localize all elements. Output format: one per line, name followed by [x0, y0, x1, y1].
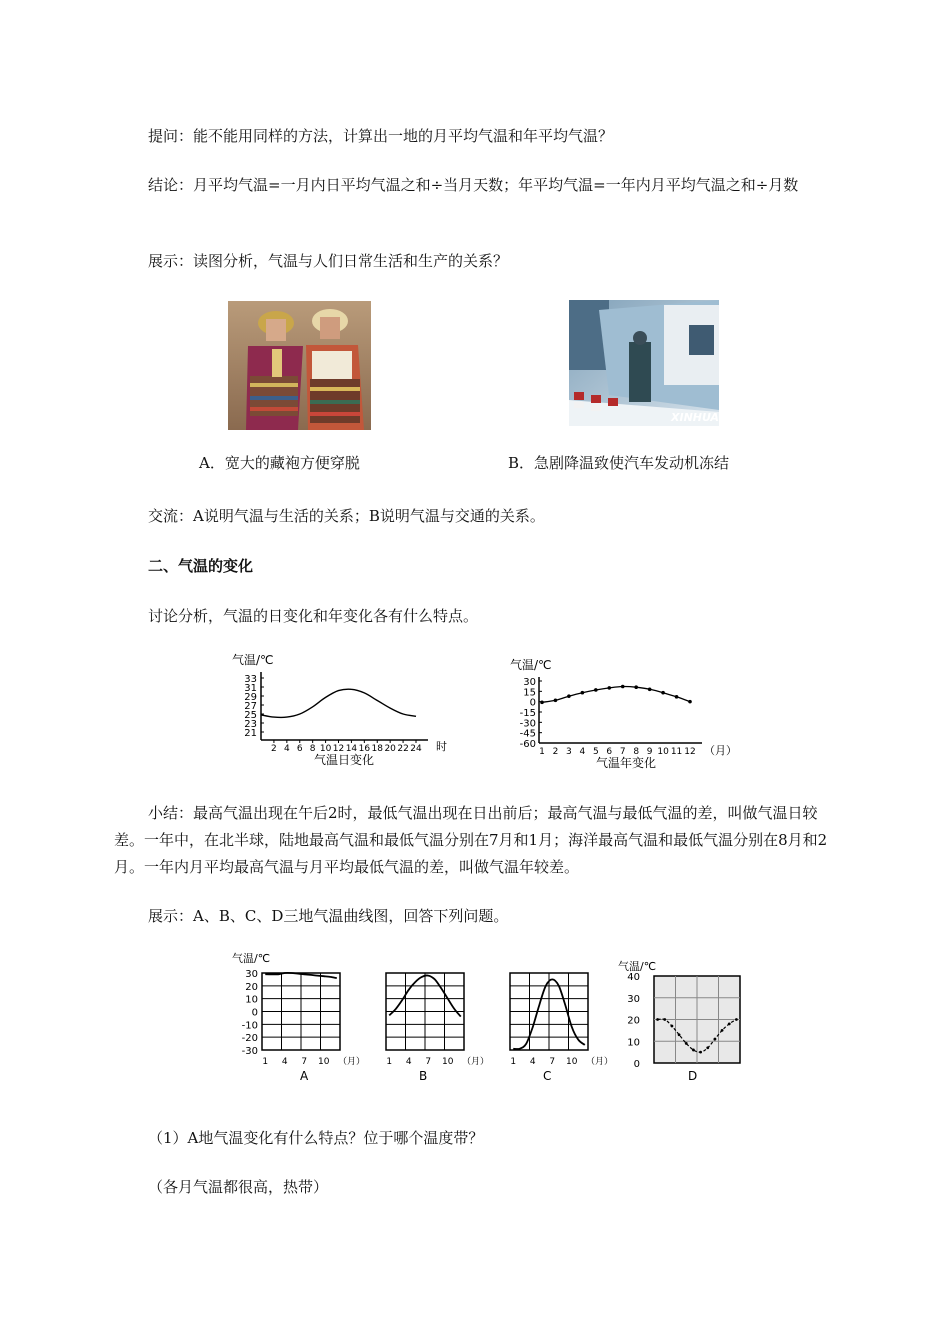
show-paragraph-2: 展示：A、B、C、D三地气温曲线图，回答下列问题。: [148, 907, 509, 925]
photo-b-caption: B．急剧降温致使汽车发动机冻结: [508, 454, 730, 472]
daily-xlabel: 时: [436, 740, 447, 753]
panel-d-data-point: [663, 1018, 666, 1021]
annual-x-tick-label: 9: [646, 747, 653, 757]
panel-d-y-tick-label: 10: [627, 1037, 640, 1049]
daily-y-tick-label: 27: [244, 701, 257, 712]
annual-x-tick-label: 10: [657, 747, 669, 757]
daily-temperature-curve: [261, 689, 416, 717]
panel-x-label: （月）: [586, 1057, 614, 1067]
panel-d-y-tick-label: 20: [627, 1015, 640, 1027]
annual-data-point: [675, 695, 679, 699]
annual-ylabel: 气温/℃: [510, 658, 552, 672]
panel-x-tick-label: 1: [510, 1057, 517, 1067]
daily-x-tick-label: 8: [309, 744, 316, 754]
annual-y-tick-label: 30: [523, 677, 536, 688]
annual-data-point: [661, 691, 665, 695]
daily-x-tick-label: 10: [319, 744, 332, 754]
section-heading: 二、气温的变化: [148, 557, 254, 575]
annual-data-point: [648, 687, 652, 691]
annual-x-tick-label: 5: [592, 747, 599, 757]
daily-x-tick-label: 12: [332, 744, 345, 754]
panel-x-label: （月）: [462, 1057, 490, 1067]
annual-data-point: [581, 691, 585, 695]
annual-data-point: [634, 685, 638, 689]
annual-y-tick-label: 0: [529, 697, 536, 709]
annual-x-tick-label: 8: [633, 747, 640, 757]
annual-temperature-chart: [506, 655, 746, 773]
panel-x-tick-label: 4: [405, 1057, 412, 1067]
panel-d-data-point: [714, 1038, 717, 1041]
panel-d-data-point: [706, 1046, 709, 1049]
panel-y-tick-label: 30: [245, 969, 258, 980]
annual-y-tick-label: -45: [519, 728, 536, 740]
panel-y-tick-label: -10: [241, 1020, 258, 1032]
chart-a-title: A: [300, 1069, 309, 1083]
annual-xlabel: （月）: [704, 744, 737, 757]
panel-d-data-point: [735, 1018, 738, 1021]
annual-x-tick-label: 11: [670, 747, 683, 757]
panel-d-data-point: [699, 1051, 702, 1054]
panel-x-tick-label: 10: [442, 1057, 454, 1067]
annual-y-tick-label: -15: [519, 708, 536, 719]
discussion-paragraph: 讨论分析，气温的日变化和年变化各有什么特点。: [148, 607, 479, 625]
annual-x-tick-label: 12: [684, 747, 696, 757]
annual-temperature-curve: [542, 686, 690, 702]
daily-x-tick-label: 2: [271, 744, 277, 754]
panel-x-tick-label: 7: [425, 1057, 432, 1067]
answer-1: （各月气温都很高，热带）: [148, 1178, 329, 1196]
summary-paragraph: 小结：最高气温出现在午后2时，最低气温出现在日出前后；最高气温与最低气温的差，叫做气温日较差。一年中，在北半球，陆地最高气温和最低气温分别在7月和1月；海洋最高气温和最低气温分别在8月和2月。一年内月平均最高气温与月平均最低气温的差，叫做气温年较差。: [114, 804, 828, 876]
panel-d-data-point: [692, 1049, 695, 1052]
annual-data-point: [567, 694, 571, 698]
daily-y-tick-label: 29: [244, 692, 257, 703]
daily-x-tick-label: 16: [358, 744, 371, 754]
panel-x-tick-label: 1: [262, 1057, 269, 1067]
conclusion-paragraph: 结论：月平均气温=一月内日平均气温之和÷当月天数；年平均气温=一年内月平均气温之和÷月数: [148, 176, 799, 194]
panel-d-y-tick-label: 40: [627, 972, 640, 983]
daily-x-tick-label: 20: [384, 744, 396, 754]
daily-x-tick-label: 6: [296, 744, 303, 754]
chart-c-title: C: [543, 1069, 552, 1083]
annual-x-tick-label: 3: [566, 747, 572, 757]
annual-x-tick-label: 6: [606, 747, 613, 757]
annual-data-point: [607, 686, 611, 690]
question-paragraph: 提问：能不能用同样的方法，计算出一地的月平均气温和年平均气温？: [148, 127, 614, 145]
daily-y-tick-label: 33: [244, 674, 257, 685]
panel-x-tick-label: 4: [281, 1057, 288, 1067]
panel-d-data-point: [671, 1025, 674, 1028]
panel-y-tick-label: -20: [241, 1033, 258, 1045]
show-paragraph-1: 展示：读图分析，气温与人们日常生活和生产的关系？: [148, 252, 509, 270]
daily-y-tick-label: 25: [244, 710, 257, 721]
panel-d-data-point: [728, 1022, 731, 1025]
photo-a-caption: A．宽大的藏袍方便穿脱: [199, 454, 360, 472]
question-1: （1）A地气温变化有什么特点？位于哪个温度带？: [148, 1129, 484, 1147]
panel-x-tick-label: 10: [566, 1057, 578, 1067]
panel-y-tick-label: 0: [251, 1007, 258, 1019]
annual-y-tick-label: -30: [519, 718, 536, 730]
daily-x-tick-label: 24: [410, 744, 422, 754]
panel-x-tick-label: 4: [529, 1057, 536, 1067]
panel-x-tick-label: 10: [318, 1057, 330, 1067]
panel-d-data-point: [656, 1018, 659, 1021]
chart-a-ylabel: 气温/℃: [232, 952, 271, 965]
panel-y-tick-label: 20: [245, 981, 258, 993]
daily-y-tick-label: 23: [244, 719, 257, 730]
panel-d-y-tick-label: 30: [627, 993, 640, 1005]
exchange-paragraph: 交流：A说明气温与生活的关系；B说明气温与交通的关系。: [148, 507, 545, 525]
panel-d-data-point: [721, 1029, 724, 1032]
annual-x-tick-label: 2: [552, 747, 559, 757]
daily-y-tick-label: 21: [244, 728, 257, 739]
xinhua-watermark: XINHUA: [671, 411, 719, 424]
panel-d-y-tick-label: 0: [633, 1059, 640, 1070]
annual-data-point: [540, 701, 544, 705]
daily-y-tick-label: 31: [244, 683, 257, 694]
panel-d-data-point: [678, 1033, 681, 1036]
chart-b-title: B: [419, 1069, 428, 1083]
panel-x-tick-label: 7: [549, 1057, 556, 1067]
daily-ylabel: 气温/℃: [232, 653, 274, 667]
annual-x-tick-label: 4: [579, 747, 586, 757]
frozen-truck-photo: [569, 300, 719, 426]
abcd-temperature-charts: [226, 948, 750, 1084]
tibetan-robe-photo: [228, 301, 371, 430]
annual-data-point: [594, 688, 598, 692]
daily-x-tick-label: 4: [283, 744, 290, 754]
annual-chart-title: 气温年变化: [596, 756, 657, 770]
chart-d-ylabel: 气温/℃: [618, 960, 657, 973]
annual-data-point: [554, 698, 558, 702]
panel-x-tick-label: 1: [386, 1057, 393, 1067]
panel-d-data-point: [685, 1042, 688, 1045]
panel-y-tick-label: -30: [241, 1046, 258, 1057]
annual-data-point: [688, 700, 692, 704]
daily-x-tick-label: 14: [345, 744, 358, 754]
panel-y-tick-label: 10: [245, 994, 258, 1006]
panel-x-tick-label: 7: [301, 1057, 308, 1067]
annual-data-point: [621, 685, 625, 689]
annual-x-tick-label: 7: [619, 747, 626, 757]
daily-temperature-chart: [228, 648, 458, 770]
panel-x-label: （月）: [338, 1057, 366, 1067]
daily-x-tick-label: 18: [371, 744, 383, 754]
annual-x-tick-label: 1: [539, 747, 545, 757]
annual-y-tick-label: -60: [519, 739, 536, 750]
daily-chart-title: 气温日变化: [314, 753, 375, 767]
daily-x-tick-label: 22: [397, 744, 409, 754]
chart-d-title: D: [688, 1069, 698, 1083]
annual-y-tick-label: 15: [523, 687, 536, 699]
